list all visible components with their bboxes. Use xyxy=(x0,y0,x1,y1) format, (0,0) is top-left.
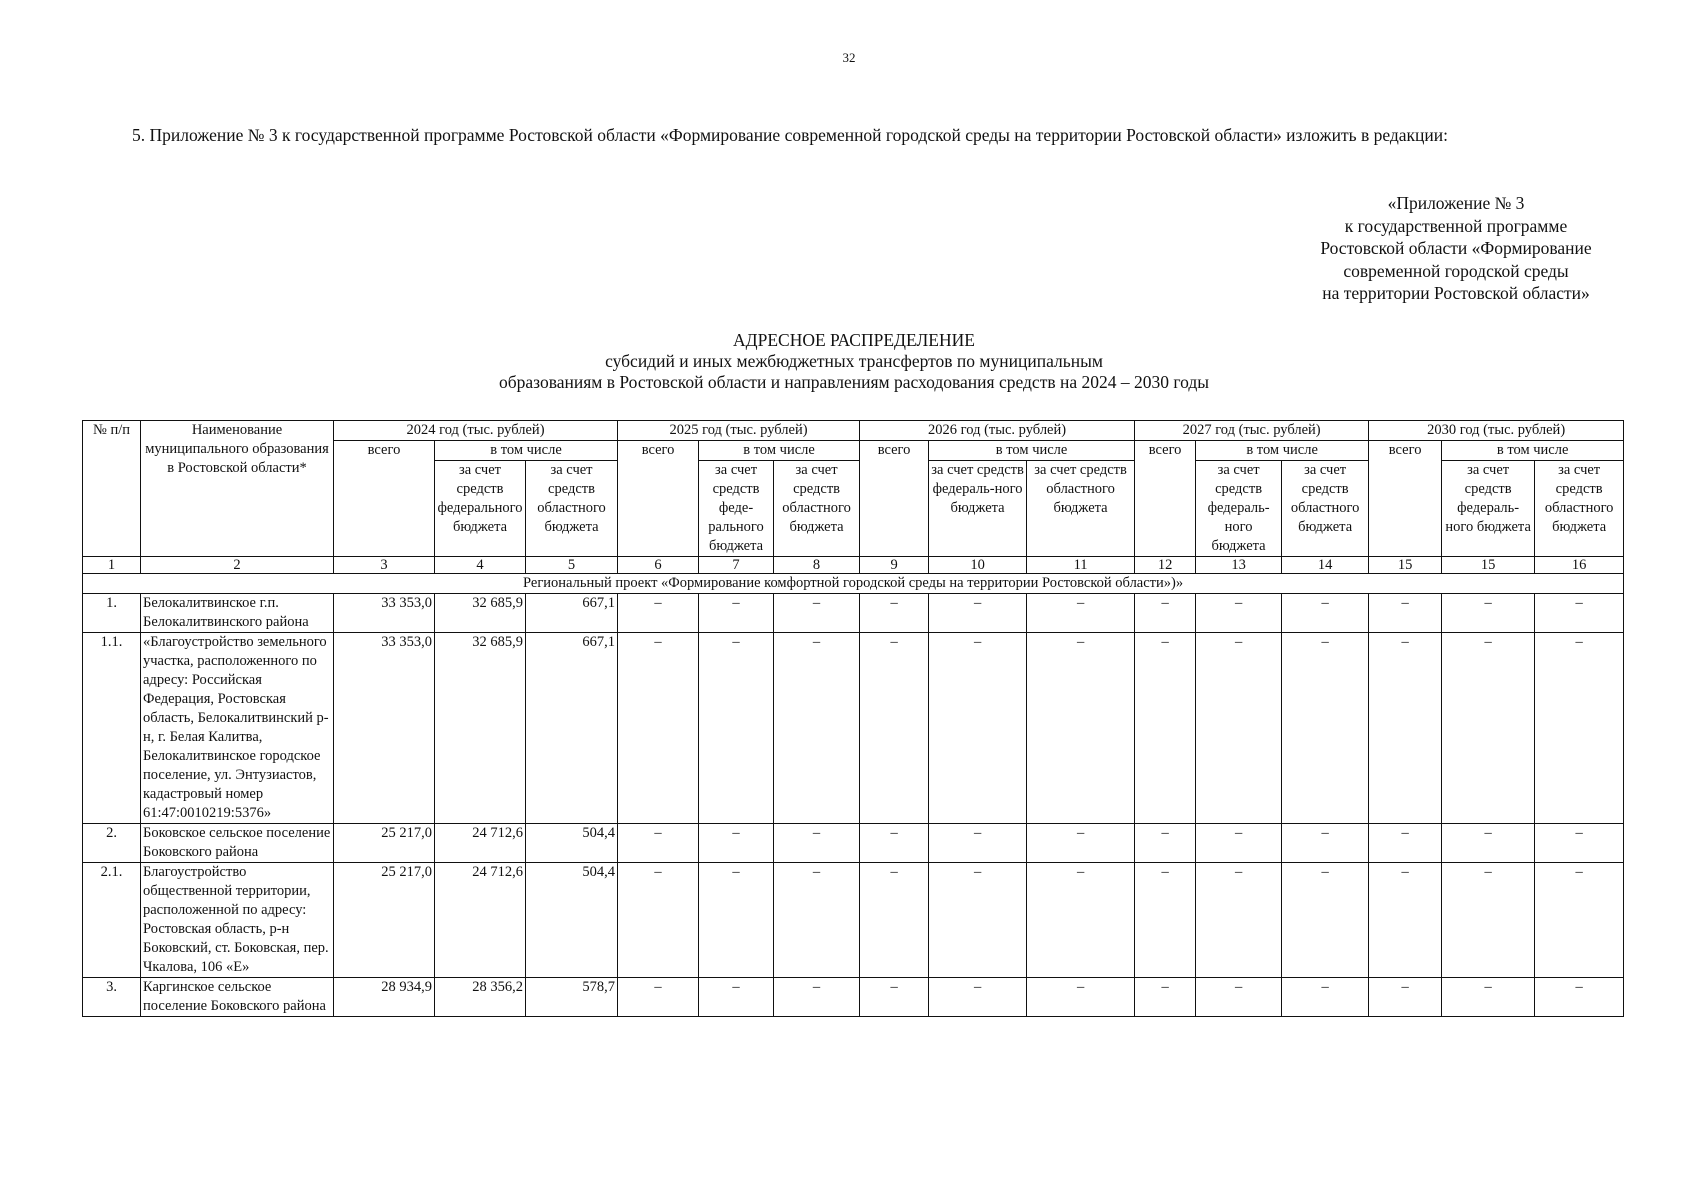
row-federal-2024: 28 356,2 xyxy=(435,978,526,1017)
row-empty-value: – xyxy=(929,633,1027,824)
column-number: 16 xyxy=(1535,557,1624,574)
appendix-line: на территории Ростовской области» xyxy=(1322,283,1590,303)
column-number: 10 xyxy=(929,557,1027,574)
header-total: всего xyxy=(618,441,699,557)
row-number: 1. xyxy=(83,594,141,633)
header-regional: за счет средств областного бюджета xyxy=(526,461,618,557)
row-empty-value: – xyxy=(1196,824,1282,863)
row-number: 2.1. xyxy=(83,863,141,978)
row-empty-value: – xyxy=(860,978,929,1017)
row-empty-value: – xyxy=(860,633,929,824)
table-row xyxy=(83,978,1624,1017)
row-regional-2024: 504,4 xyxy=(526,863,618,978)
row-empty-value: – xyxy=(860,824,929,863)
column-number: 9 xyxy=(860,557,929,574)
row-empty-value: – xyxy=(618,824,699,863)
row-empty-value: – xyxy=(1027,824,1135,863)
row-empty-value: – xyxy=(860,863,929,978)
row-empty-value: – xyxy=(774,633,860,824)
row-regional-2024: 504,4 xyxy=(526,824,618,863)
row-empty-value: – xyxy=(1535,594,1624,633)
appendix-line: «Приложение № 3 xyxy=(1387,193,1525,213)
row-total-2024: 28 934,9 xyxy=(334,978,435,1017)
row-empty-value: – xyxy=(1369,978,1442,1017)
row-total-2024: 25 217,0 xyxy=(334,863,435,978)
header-year-2027: 2027 год (тыс. рублей) xyxy=(1135,421,1369,441)
table-row xyxy=(83,594,1624,633)
row-empty-value: – xyxy=(1442,978,1535,1017)
row-empty-value: – xyxy=(618,863,699,978)
row-federal-2024: 24 712,6 xyxy=(435,863,526,978)
appendix-line: Ростовской области «Формирование xyxy=(1320,238,1592,258)
row-regional-2024: 667,1 xyxy=(526,594,618,633)
header-federal: за счет средств федераль-ного бюджета xyxy=(929,461,1027,557)
row-empty-value: – xyxy=(1282,594,1369,633)
header-regional: за счет средств областного бюджета xyxy=(1027,461,1135,557)
row-number: 3. xyxy=(83,978,141,1017)
column-number: 15 xyxy=(1369,557,1442,574)
header-year-2030: 2030 год (тыс. рублей) xyxy=(1369,421,1624,441)
row-empty-value: – xyxy=(1282,633,1369,824)
row-empty-value: – xyxy=(774,978,860,1017)
row-federal-2024: 32 685,9 xyxy=(435,633,526,824)
row-name: Белокалитвинское г.п. Белокалитвинского района xyxy=(141,594,334,633)
header-name: Наименование муниципального образования в Ростовской области* xyxy=(141,421,334,557)
title-line-2: субсидий и иных межбюджетных трансфертов по муниципальным xyxy=(605,351,1103,371)
row-empty-value: – xyxy=(1535,863,1624,978)
column-number: 12 xyxy=(1135,557,1196,574)
column-number: 3 xyxy=(334,557,435,574)
appendix-line: современной городской среды xyxy=(1343,260,1569,281)
row-empty-value: – xyxy=(1442,863,1535,978)
header-including: в том числе xyxy=(1442,441,1624,461)
row-name: Боковское сельское поселение Боковского района xyxy=(141,824,334,863)
row-empty-value: – xyxy=(699,863,774,978)
column-number: 7 xyxy=(699,557,774,574)
row-empty-value: – xyxy=(699,978,774,1017)
header-regional: за счет средств областного бюджета xyxy=(774,461,860,557)
row-empty-value: – xyxy=(1442,633,1535,824)
row-empty-value: – xyxy=(1442,824,1535,863)
row-empty-value: – xyxy=(618,633,699,824)
row-empty-value: – xyxy=(1196,594,1282,633)
column-number: 8 xyxy=(774,557,860,574)
column-number: 5 xyxy=(526,557,618,574)
row-empty-value: – xyxy=(1135,824,1196,863)
row-empty-value: – xyxy=(929,594,1027,633)
row-empty-value: – xyxy=(1027,978,1135,1017)
column-number: 2 xyxy=(141,557,334,574)
row-empty-value: – xyxy=(1196,863,1282,978)
row-empty-value: – xyxy=(699,633,774,824)
row-empty-value: – xyxy=(929,978,1027,1017)
row-empty-value: – xyxy=(774,594,860,633)
row-name: «Благоустройство земельного участка, расположенного по адресу: Российская Федерация, Ростовская область, Белокалитвинский р-н, г. Белая Калитва, Белокалитвинское городское поселение, ул. Энтузиастов, кадастровый номер 61:47:0010219:5376» xyxy=(141,633,334,824)
row-empty-value: – xyxy=(618,594,699,633)
intro-paragraph: 5. Приложение № 3 к государственной программе Ростовской области «Формирование современной городской среды на территории Ростовской области» изложить в редакции: xyxy=(132,125,1449,145)
row-empty-value: – xyxy=(1282,978,1369,1017)
column-number: 4 xyxy=(435,557,526,574)
row-empty-value: – xyxy=(1196,978,1282,1017)
header-total: всего xyxy=(1135,441,1196,557)
header-total: всего xyxy=(860,441,929,557)
header-including: в том числе xyxy=(699,441,860,461)
row-empty-value: – xyxy=(860,594,929,633)
header-including: в том числе xyxy=(435,441,618,461)
header-regional: за счет средств областного бюджета xyxy=(1535,461,1624,557)
header-including: в том числе xyxy=(929,441,1135,461)
row-empty-value: – xyxy=(1282,824,1369,863)
row-federal-2024: 24 712,6 xyxy=(435,824,526,863)
title-line-3: образованиям в Ростовской области и направлениям расходования средств на 2024 – 2030 годы xyxy=(498,372,1210,392)
header-year-2025: 2025 год (тыс. рублей) xyxy=(618,421,860,441)
row-empty-value: – xyxy=(1369,824,1442,863)
row-empty-value: – xyxy=(1135,978,1196,1017)
table-row xyxy=(83,863,1624,978)
header-year-2026: 2026 год (тыс. рублей) xyxy=(860,421,1135,441)
row-federal-2024: 32 685,9 xyxy=(435,594,526,633)
distribution-table xyxy=(82,420,1624,1017)
column-number: 15 xyxy=(1442,557,1535,574)
table-row xyxy=(83,824,1624,863)
document-title xyxy=(82,330,1626,393)
header-total: всего xyxy=(1369,441,1442,557)
row-empty-value: – xyxy=(774,863,860,978)
row-empty-value: – xyxy=(929,863,1027,978)
row-empty-value: – xyxy=(1135,594,1196,633)
row-empty-value: – xyxy=(1369,863,1442,978)
appendix-line: к государственной программе xyxy=(1344,215,1568,236)
row-empty-value: – xyxy=(1535,978,1624,1017)
header-including: в том числе xyxy=(1196,441,1369,461)
row-regional-2024: 578,7 xyxy=(526,978,618,1017)
row-empty-value: – xyxy=(1442,594,1535,633)
row-empty-value: – xyxy=(1282,863,1369,978)
title-line-1: АДРЕСНОЕ РАСПРЕДЕЛЕНИЕ xyxy=(733,330,975,350)
column-number-row xyxy=(83,557,1624,574)
row-empty-value: – xyxy=(699,824,774,863)
header-federal: за счет средств федерального бюджета xyxy=(435,461,526,557)
row-empty-value: – xyxy=(774,824,860,863)
header-num: № п/п xyxy=(83,421,141,557)
row-empty-value: – xyxy=(1027,594,1135,633)
appendix-reference xyxy=(1286,192,1626,305)
row-number: 2. xyxy=(83,824,141,863)
column-number: 6 xyxy=(618,557,699,574)
row-empty-value: – xyxy=(1369,594,1442,633)
row-empty-value: – xyxy=(1535,824,1624,863)
column-number: 1 xyxy=(83,557,141,574)
row-empty-value: – xyxy=(929,824,1027,863)
header-total: всего xyxy=(334,441,435,557)
header-federal: за счет средств феде-рального бюджета xyxy=(699,461,774,557)
row-empty-value: – xyxy=(1135,863,1196,978)
page-number: 32 xyxy=(842,50,856,65)
row-empty-value: – xyxy=(618,978,699,1017)
row-name: Каргинское сельское поселение Боковского района xyxy=(141,978,334,1017)
row-regional-2024: 667,1 xyxy=(526,633,618,824)
column-number: 11 xyxy=(1027,557,1135,574)
row-empty-value: – xyxy=(699,594,774,633)
row-total-2024: 33 353,0 xyxy=(334,633,435,824)
row-number: 1.1. xyxy=(83,633,141,824)
header-regional: за счет средств областного бюджета xyxy=(1282,461,1369,557)
column-number: 13 xyxy=(1196,557,1282,574)
row-empty-value: – xyxy=(1196,633,1282,824)
row-empty-value: – xyxy=(1535,633,1624,824)
project-title: Региональный проект «Формирование комфортной городской среды на территории Ростовской области»)» xyxy=(83,574,1624,594)
row-empty-value: – xyxy=(1027,863,1135,978)
row-empty-value: – xyxy=(1135,633,1196,824)
project-row xyxy=(83,574,1624,594)
header-federal: за счет средств федераль-ного бюджета xyxy=(1196,461,1282,557)
column-number: 14 xyxy=(1282,557,1369,574)
table-row xyxy=(83,633,1624,824)
row-empty-value: – xyxy=(1027,633,1135,824)
header-year-2024: 2024 год (тыс. рублей) xyxy=(334,421,618,441)
row-name: Благоустройство общественной территории, расположенной по адресу: Ростовская область, р-н Боковский, ст. Боковская, пер. Чкалова, 106 «Е» xyxy=(141,863,334,978)
header-federal: за счет средств федераль-ного бюджета xyxy=(1442,461,1535,557)
row-total-2024: 33 353,0 xyxy=(334,594,435,633)
row-total-2024: 25 217,0 xyxy=(334,824,435,863)
row-empty-value: – xyxy=(1369,633,1442,824)
